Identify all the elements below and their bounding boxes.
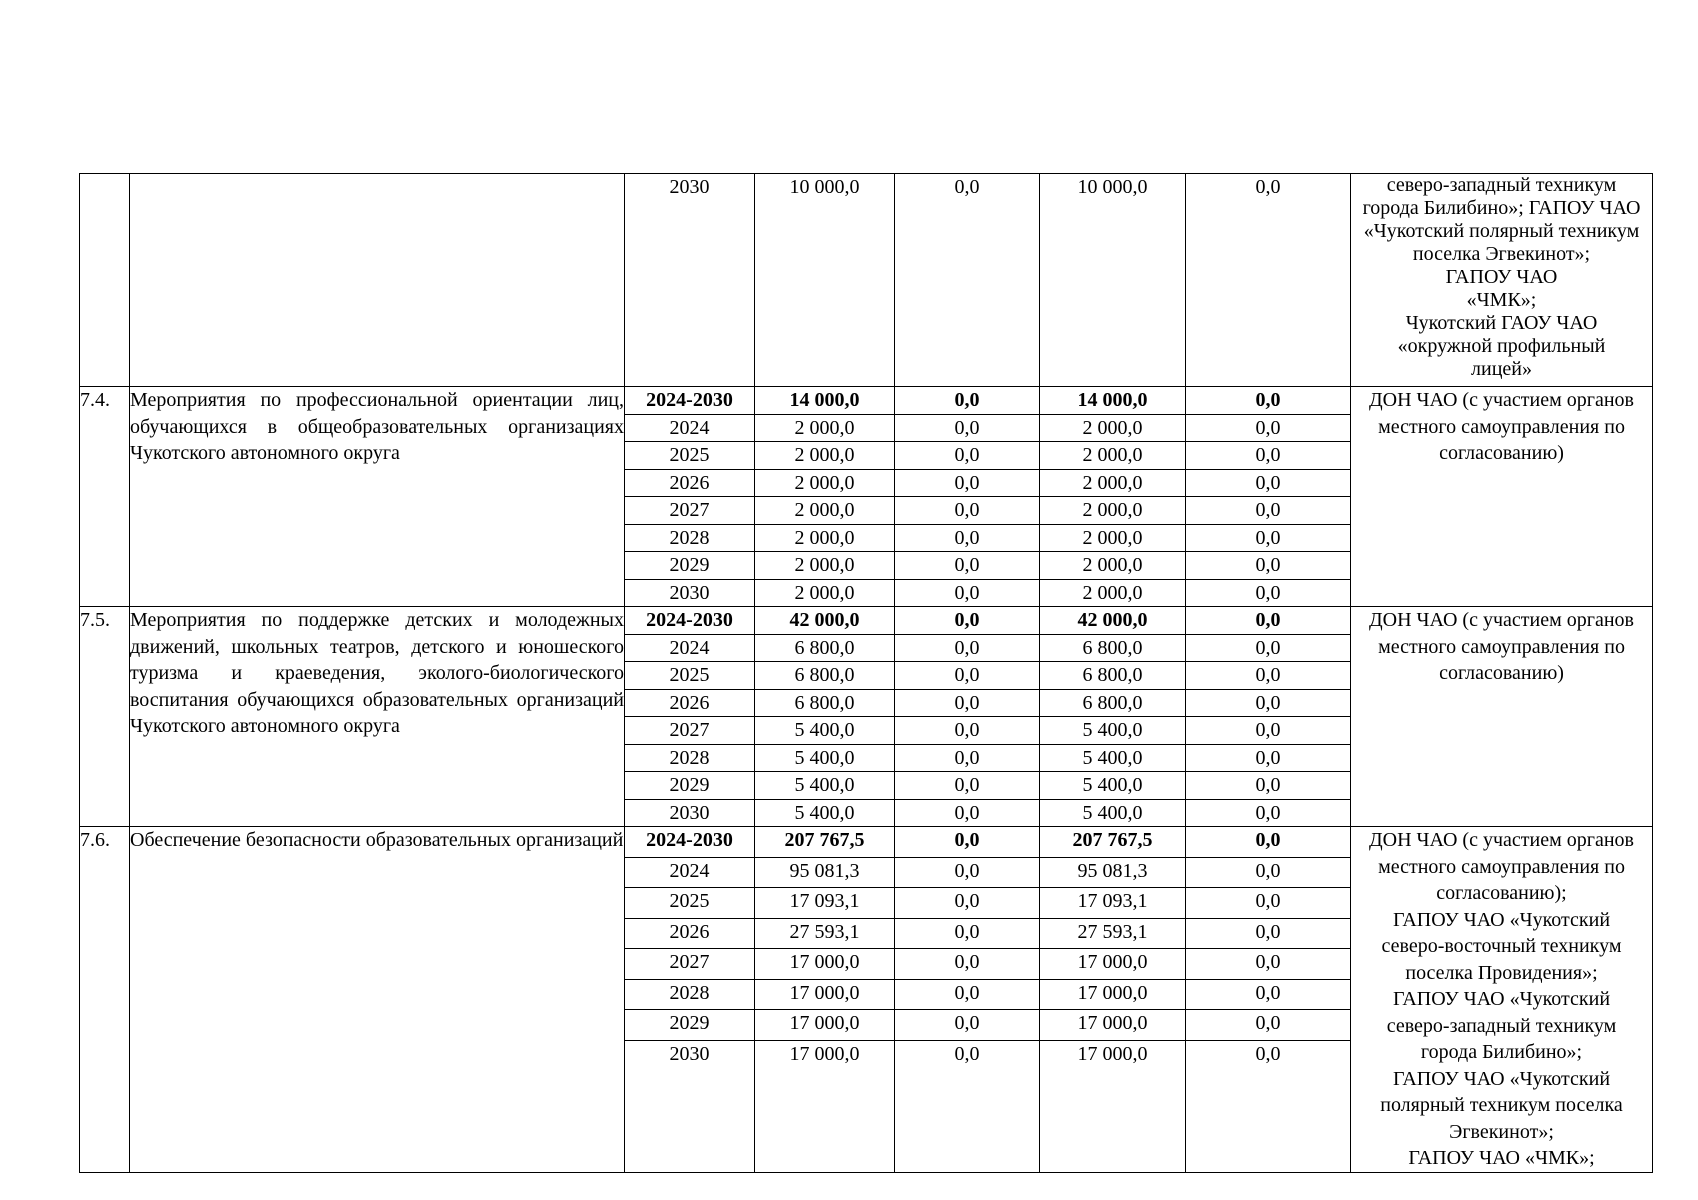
year-cell: 2025	[625, 442, 755, 470]
total-cell: 2 000,0	[755, 442, 895, 470]
total-cell: 17 000,0	[755, 979, 895, 1010]
value-cell: 5 400,0	[1040, 744, 1186, 772]
total-cell: 5 400,0	[755, 772, 895, 800]
value-cell: 2 000,0	[1040, 442, 1186, 470]
value-cell: 0,0	[1186, 524, 1351, 552]
document-page	[79, 173, 1652, 1169]
value-cell: 6 800,0	[1040, 634, 1186, 662]
value-cell: 0,0	[895, 1010, 1040, 1041]
total-cell: 5 400,0	[755, 744, 895, 772]
value-cell: 0,0	[895, 414, 1040, 442]
table-row	[80, 387, 1653, 415]
value-cell: 0,0	[1186, 634, 1351, 662]
executor-line: местного самоуправления по	[1378, 855, 1625, 878]
year-cell: 2027	[625, 949, 755, 980]
value-cell: 207 767,5	[1040, 827, 1186, 858]
total-cell: 17 000,0	[755, 949, 895, 980]
year-cell: 2024-2030	[625, 607, 755, 635]
value-cell: 0,0	[1186, 799, 1351, 827]
executor-line: согласованию);	[1436, 882, 1567, 904]
value-cell: 0,0	[895, 888, 1040, 919]
value-cell: 2 000,0	[1040, 497, 1186, 525]
value-cell: 0,0	[1186, 579, 1351, 607]
value-cell: 17 000,0	[1040, 949, 1186, 980]
value-cell: 0,0	[895, 799, 1040, 827]
total-cell: 17 093,1	[755, 888, 895, 919]
executor-line: города Билибино»;	[1420, 1041, 1583, 1063]
executor-cell	[1351, 607, 1653, 827]
value-cell: 0,0	[1186, 857, 1351, 888]
executor-line: поселка Эгвекинот»;	[1412, 243, 1591, 265]
value-cell: 0,0	[1186, 387, 1351, 415]
total-cell: 2 000,0	[755, 579, 895, 607]
year-cell: 2030	[625, 174, 755, 387]
value-cell: 0,0	[895, 524, 1040, 552]
value-cell: 0,0	[1186, 497, 1351, 525]
value-cell: 6 800,0	[1040, 689, 1186, 717]
value-cell: 0,0	[1186, 607, 1351, 635]
year-cell: 2028	[625, 979, 755, 1010]
year-cell: 2025	[625, 662, 755, 690]
executor-line: ДОН ЧАО (с участием органов	[1369, 609, 1634, 631]
executor-line: ГАПОУ ЧАО «Чукотский	[1392, 988, 1611, 1010]
year-cell: 2029	[625, 772, 755, 800]
value-cell: 2 000,0	[1040, 469, 1186, 497]
value-cell: 27 593,1	[1040, 918, 1186, 949]
year-cell: 2024	[625, 634, 755, 662]
value-cell: 0,0	[1186, 414, 1351, 442]
value-cell: 0,0	[895, 744, 1040, 772]
total-cell: 5 400,0	[755, 799, 895, 827]
value-cell: 0,0	[895, 579, 1040, 607]
executor-line: северо-западный техникум	[1386, 174, 1617, 196]
year-cell: 2025	[625, 888, 755, 919]
total-cell: 2 000,0	[755, 469, 895, 497]
value-cell: 0,0	[1186, 772, 1351, 800]
value-cell: 2 000,0	[1040, 579, 1186, 607]
value-cell: 0,0	[1186, 744, 1351, 772]
year-cell: 2026	[625, 689, 755, 717]
value-cell: 0,0	[1186, 949, 1351, 980]
value-cell: 0,0	[895, 634, 1040, 662]
total-cell: 207 767,5	[755, 827, 895, 858]
value-cell: 0,0	[1186, 1040, 1351, 1172]
total-cell: 14 000,0	[755, 387, 895, 415]
year-cell: 2030	[625, 1040, 755, 1172]
table-row	[80, 607, 1653, 635]
value-cell: 2 000,0	[1040, 552, 1186, 580]
value-cell: 0,0	[1186, 469, 1351, 497]
executor-line: ДОН ЧАО (с участием органов	[1369, 389, 1634, 411]
table-row	[80, 174, 1653, 387]
executor-line: ДОН ЧАО (с участием органов	[1369, 829, 1634, 851]
section-number: 7.5.	[80, 607, 130, 827]
executor-line: города Билибино»; ГАПОУ ЧАО	[1362, 197, 1641, 219]
value-cell: 0,0	[1186, 918, 1351, 949]
value-cell: 0,0	[1186, 689, 1351, 717]
value-cell: 0,0	[1186, 1010, 1351, 1041]
executor-line: местного самоуправления по	[1378, 415, 1625, 438]
executor-line: поселка Провидения»;	[1405, 961, 1598, 984]
name-cell	[130, 174, 625, 387]
funding-table	[79, 173, 1653, 1173]
section-number: 7.4.	[80, 387, 130, 607]
executor-line: «окружной профильный	[1397, 335, 1606, 357]
executor-line: ГАПОУ ЧАО «Чукотский	[1392, 1067, 1611, 1090]
total-cell: 27 593,1	[755, 918, 895, 949]
value-cell: 0,0	[1186, 174, 1351, 387]
executor-line: полярный техникум поселка	[1380, 1094, 1623, 1116]
table-row	[80, 827, 1653, 858]
total-cell: 17 000,0	[755, 1040, 895, 1172]
value-cell: 0,0	[1186, 717, 1351, 745]
year-cell: 2027	[625, 497, 755, 525]
total-cell: 10 000,0	[755, 174, 895, 387]
total-cell: 42 000,0	[755, 607, 895, 635]
value-cell: 5 400,0	[1040, 717, 1186, 745]
total-cell: 6 800,0	[755, 689, 895, 717]
total-cell: 95 081,3	[755, 857, 895, 888]
executor-line: северо-восточный техникум	[1381, 935, 1622, 957]
year-cell: 2024-2030	[625, 387, 755, 415]
value-cell: 0,0	[895, 552, 1040, 580]
executor-line: ГАПОУ ЧАО «Чукотский	[1392, 908, 1611, 931]
year-cell: 2026	[625, 918, 755, 949]
year-cell: 2029	[625, 552, 755, 580]
executor-line: согласованию)	[1439, 442, 1564, 464]
value-cell: 5 400,0	[1040, 772, 1186, 800]
value-cell: 0,0	[1186, 827, 1351, 858]
value-cell: 0,0	[1186, 662, 1351, 690]
executor-line: ГАПОУ ЧАО «ЧМК»;	[1408, 1147, 1595, 1169]
section-name: Мероприятия по поддержке детских и молодежных движений, школьных театров, детского и юношеского туризма и краеведения, эколого-биологического воспитания обучающихся образовательных организаций Чукотского автономного округа	[130, 607, 625, 827]
executor-line: Чукотский ГАОУ ЧАО	[1405, 312, 1598, 334]
value-cell: 42 000,0	[1040, 607, 1186, 635]
year-cell: 2030	[625, 579, 755, 607]
value-cell: 0,0	[895, 387, 1040, 415]
executor-cell	[1351, 174, 1653, 387]
table-body	[80, 174, 1653, 1173]
value-cell: 0,0	[895, 607, 1040, 635]
year-cell: 2029	[625, 1010, 755, 1041]
total-cell: 17 000,0	[755, 1010, 895, 1041]
year-cell: 2024-2030	[625, 827, 755, 858]
value-cell: 17 000,0	[1040, 1010, 1186, 1041]
year-cell: 2026	[625, 469, 755, 497]
value-cell: 0,0	[895, 689, 1040, 717]
value-cell: 0,0	[895, 442, 1040, 470]
value-cell: 0,0	[895, 949, 1040, 980]
value-cell: 6 800,0	[1040, 662, 1186, 690]
value-cell: 0,0	[895, 469, 1040, 497]
value-cell: 0,0	[895, 857, 1040, 888]
year-cell: 2028	[625, 744, 755, 772]
value-cell: 2 000,0	[1040, 524, 1186, 552]
value-cell: 5 400,0	[1040, 799, 1186, 827]
total-cell: 2 000,0	[755, 414, 895, 442]
value-cell: 0,0	[895, 827, 1040, 858]
executor-cell	[1351, 827, 1653, 1173]
value-cell: 0,0	[895, 662, 1040, 690]
value-cell: 0,0	[895, 918, 1040, 949]
value-cell: 95 081,3	[1040, 857, 1186, 888]
total-cell: 6 800,0	[755, 662, 895, 690]
year-cell: 2028	[625, 524, 755, 552]
total-cell: 2 000,0	[755, 524, 895, 552]
executor-line: ГАПОУ ЧАО	[1445, 266, 1558, 288]
total-cell: 6 800,0	[755, 634, 895, 662]
total-cell: 5 400,0	[755, 717, 895, 745]
year-cell: 2024	[625, 414, 755, 442]
value-cell: 10 000,0	[1040, 174, 1186, 387]
executor-line: лицей»	[1471, 358, 1532, 380]
value-cell: 0,0	[1186, 552, 1351, 580]
value-cell: 0,0	[1186, 979, 1351, 1010]
executor-line: согласованию)	[1439, 662, 1564, 684]
executor-line: «Чукотский полярный техникум	[1363, 220, 1640, 242]
total-cell: 2 000,0	[755, 497, 895, 525]
section-name: Мероприятия по профессиональной ориентации лиц, обучающихся в общеобразовательных организациях Чукотского автономного округа	[130, 387, 625, 607]
value-cell: 0,0	[895, 979, 1040, 1010]
section-name: Обеспечение безопасности образовательных организаций	[130, 827, 625, 1173]
executor-line: «ЧМК»;	[1466, 289, 1537, 311]
num-cell	[80, 174, 130, 387]
year-cell: 2027	[625, 717, 755, 745]
value-cell: 0,0	[895, 1040, 1040, 1172]
value-cell: 0,0	[895, 497, 1040, 525]
value-cell: 17 000,0	[1040, 1040, 1186, 1172]
value-cell: 17 000,0	[1040, 979, 1186, 1010]
value-cell: 14 000,0	[1040, 387, 1186, 415]
value-cell: 17 093,1	[1040, 888, 1186, 919]
total-cell: 2 000,0	[755, 552, 895, 580]
executor-line: Эгвекинот»;	[1449, 1120, 1554, 1143]
value-cell: 2 000,0	[1040, 414, 1186, 442]
section-number: 7.6.	[80, 827, 130, 1173]
value-cell: 0,0	[1186, 442, 1351, 470]
value-cell: 0,0	[1186, 888, 1351, 919]
value-cell: 0,0	[895, 717, 1040, 745]
year-cell: 2024	[625, 857, 755, 888]
executor-line: местного самоуправления по	[1378, 635, 1625, 658]
value-cell: 0,0	[895, 772, 1040, 800]
value-cell: 0,0	[895, 174, 1040, 387]
executor-line: северо-западный техникум	[1386, 1014, 1617, 1037]
executor-cell	[1351, 387, 1653, 607]
year-cell: 2030	[625, 799, 755, 827]
